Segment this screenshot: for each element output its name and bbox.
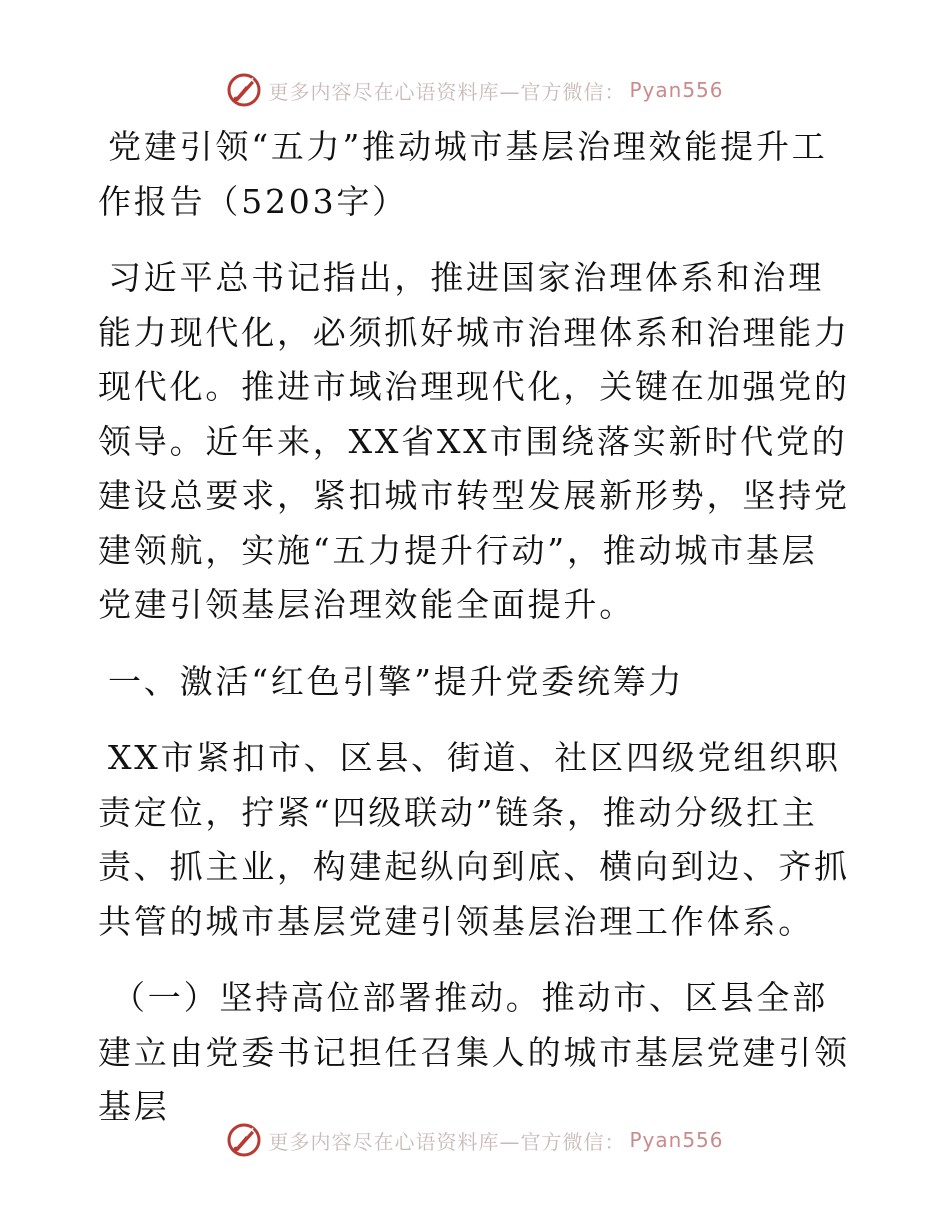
document-title: 党建引领“五力”推动城市基层治理效能提升工作报告（5203字）	[98, 127, 828, 221]
watermark-footer	[0, 1120, 950, 1160]
paragraph-subsection-1: （一）坚持高位部署推动。推动市、区县全部建立由党委书记担任召集人的城市基层党建引领基层	[98, 978, 850, 1126]
paragraph-intro: 习近平总书记指出，推进国家治理体系和治理能力现代化，必须抓好城市治理体系和治理能力现代化。推进市域治理现代化，关键在加强党的领导。近年来，XX省XX市围绕落实新时代党的建设总要求，紧扣城市转型发展新形势，坚持党建领航，实施“五力提升行动”，推动城市基层党建引领基层治理效能全面提升。	[98, 258, 850, 624]
document-body	[98, 120, 850, 1135]
watermark-wechat-id: Pyan556	[629, 1128, 724, 1152]
paragraph-section-1: XX市紧扣市、区县、街道、社区四级党组织职责定位，拧紧“四级联动”链条，推动分级扛主责、抓主业，构建起纵向到底、横向到边、齐抓共管的城市基层党建引领基层治理工作体系。	[98, 738, 850, 941]
watermark-header	[0, 70, 950, 110]
section-heading-1: 一、激活“红色引擎”提升党委统筹力	[108, 661, 685, 701]
red-quill-pen-icon	[226, 72, 262, 108]
watermark-text: 更多内容尽在心语资料库—官方微信：	[268, 79, 626, 104]
red-quill-pen-icon	[226, 1122, 262, 1158]
watermark-wechat-id: Pyan556	[629, 78, 724, 102]
watermark-text: 更多内容尽在心语资料库—官方微信：	[268, 1129, 626, 1154]
